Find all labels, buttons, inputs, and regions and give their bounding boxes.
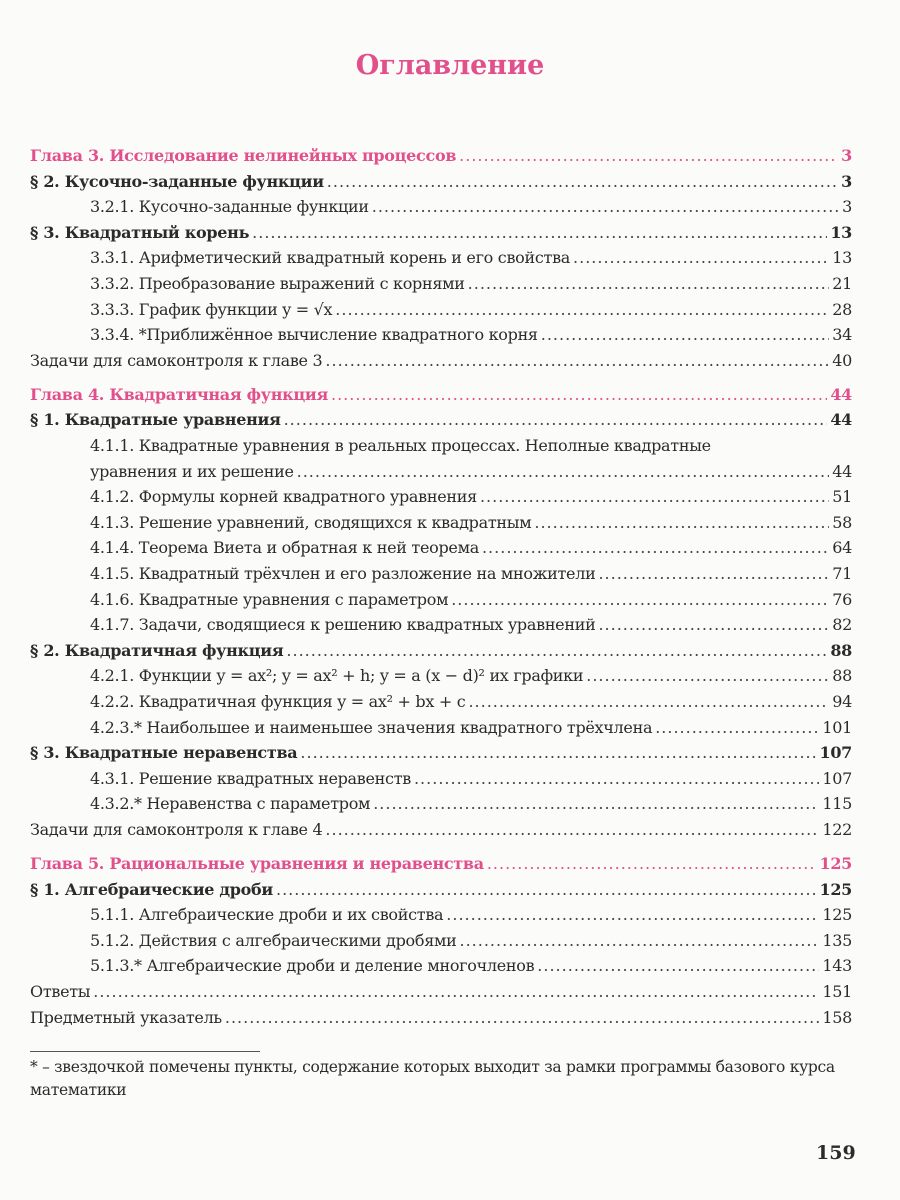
toc-entry-label: Задачи для самоконтроля к главе 4 [30,819,323,839]
toc-entry-sub[interactable] [30,248,852,274]
toc-entry-label: 4.2.2. Квадратичная функция y = ax² + bx + c [90,691,466,711]
toc-entry-sub[interactable] [30,300,852,326]
dot-leader [276,880,817,899]
toc-entry-label: Задачи для самоконтроля к главе 3 [30,350,323,370]
dot-leader [331,385,827,404]
dot-leader [480,487,829,506]
toc-entry-label: § 2. Кусочно-заданные функции [30,171,324,191]
toc-entry-page: 107 [822,768,852,788]
toc-entry-chapter[interactable] [30,146,852,172]
footnote-divider [30,1051,260,1052]
toc-entry-page: 3 [841,146,852,165]
toc-entry-plain[interactable] [30,982,852,1008]
toc-entry-label: § 3. Квадратный корень [30,222,250,242]
toc-entry-label: Ответы [30,982,91,1001]
toc-entry-page: 44 [830,384,852,404]
dot-leader [655,718,819,737]
toc-entry-sub[interactable] [30,538,852,564]
page-title: Оглавление [355,50,545,81]
dot-leader [459,146,838,165]
toc-entry-page: 51 [832,487,852,507]
toc-entry-page: 107 [819,743,852,763]
toc-entry-sub[interactable] [30,590,852,616]
toc-entry-label: 5.1.2. Действия с алгебраическими дробями [90,930,457,950]
toc-entry-chapter[interactable] [30,854,852,880]
toc-entry-sub[interactable] [30,487,852,513]
footnote: * – звездочкой помечены пункты, содержание которых выходит за рамки программы базового курса математики [30,1058,835,1099]
dot-leader [93,982,819,1001]
dot-leader [325,820,819,839]
toc-entry-label: 4.3.1. Решение квадратных неравенств [90,768,411,788]
toc-entry-label: Глава 4. Квадратичная функция [30,384,328,404]
toc-entry-sub[interactable] [30,905,852,931]
toc-entry-page: 151 [822,982,852,1001]
toc-entry-sub[interactable] [30,666,852,692]
dot-leader [327,172,838,191]
toc-entry-page: 88 [830,640,852,660]
toc-entry-sub[interactable] [30,956,852,982]
dot-leader [482,538,829,557]
toc-entry-sub[interactable] [30,564,852,590]
toc-entry-sub[interactable] [30,462,852,488]
toc-entry-page: 88 [832,666,852,686]
toc-entry-label: 4.1.4. Теорема Виета и обратная к ней теорема [90,538,479,558]
dot-leader [300,743,816,762]
dot-leader [414,769,819,788]
dot-leader [284,410,828,429]
toc-entry-page: 82 [832,615,852,635]
toc-entry-page: 125 [819,854,852,874]
toc-entry-page: 3 [842,197,852,217]
toc-entry-page: 125 [819,879,852,899]
toc-entry-page: 143 [822,956,852,976]
toc-entry-label: 4.1.1. Квадратные уравнения в реальных процессах. Неполные квадратные [90,436,711,456]
toc-entry-sub[interactable] [30,718,852,744]
toc-entry-sub[interactable] [30,436,852,462]
toc-entry-section[interactable] [30,641,852,667]
toc-entry-label: 4.2.3.* Наибольшее и наименьшее значения квадратного трёхчлена [90,717,653,737]
toc-entry-sub[interactable] [30,769,852,795]
dot-leader [286,641,827,660]
toc-entry-page: 64 [832,538,852,558]
toc-entry-page: 3 [841,171,852,191]
dot-leader [372,197,839,216]
dot-leader [468,692,829,711]
dot-leader [335,300,829,319]
toc-entry-page: 76 [832,589,852,609]
toc-entry-page: 13 [832,248,852,268]
toc-entry-label: 3.3.1. Арифметический квадратный корень и его свойства [90,248,571,268]
dot-leader [325,351,829,370]
dot-leader [451,590,829,609]
dot-leader [373,794,819,813]
toc-entry-label: 5.1.3.* Алгебраические дроби и деление многочленов [90,956,535,976]
toc-entry-section[interactable] [30,223,852,249]
dot-leader [541,325,830,344]
toc-entry-chapter[interactable] [30,385,852,411]
dot-leader [598,564,829,583]
toc-entry-section[interactable] [30,172,852,198]
dot-leader [446,905,819,924]
toc-entry-label: 3.3.2. Преобразование выражений с корнями [90,273,465,293]
toc-entry-label: 4.1.6. Квадратные уравнения с параметром [90,589,449,609]
toc-entry-label: 3.2.1. Кусочно-заданные функции [90,197,369,217]
toc-entry-label: 4.1.5. Квадратный трёхчлен и его разложение на множители [90,564,596,583]
dot-leader [487,854,817,873]
toc-entry-label: 5.1.1. Алгебраические дроби и их свойства [90,905,444,925]
toc-entry-label: Глава 5. Рациональные уравнения и неравенства [30,854,484,874]
toc-entry-sub[interactable] [30,274,852,300]
toc-entry-label: 3.3.4. *Приближённое вычисление квадратного корня [90,325,538,345]
toc-entry-sub[interactable] [30,513,852,539]
dot-leader [297,462,830,481]
dot-leader [573,248,829,267]
table-of-contents [30,146,852,1033]
toc-entry-label: Предметный указатель [30,1007,222,1027]
toc-entry-sub[interactable] [30,692,852,718]
toc-entry-section[interactable] [30,880,852,906]
toc-entry-label: § 3. Квадратные неравенства [30,743,298,763]
toc-entry-page: 115 [822,794,852,814]
dot-leader [598,615,829,634]
dot-leader [586,666,829,685]
toc-entry-page: 34 [832,325,852,345]
toc-entry-page: 101 [822,717,852,737]
toc-entry-sub[interactable] [30,325,852,351]
toc-entry-page: 94 [832,691,852,711]
toc-entry-section[interactable] [30,743,852,769]
toc-entry-sub[interactable] [30,615,852,641]
toc-entry-label: 4.2.1. Функции y = ax²; y = ax² + h; y = a (x − d)² их графики [90,666,584,686]
dot-leader [225,1008,820,1027]
dot-leader [534,513,829,532]
page-number: 159 [816,1142,856,1164]
toc-entry-page: 135 [822,930,852,950]
toc-entry-label: § 1. Алгебраические дроби [30,879,273,899]
toc-entry-label: уравнения и их решение [90,461,294,481]
toc-entry-page: 158 [822,1007,852,1027]
toc-entry-sub[interactable] [30,931,852,957]
toc-entry-label: 4.1.2. Формулы корней квадратного уравнения [90,487,477,507]
toc-entry-page: 21 [832,273,852,293]
dot-leader [468,274,830,293]
toc-entry-page: 125 [822,905,852,925]
toc-entry-page: 13 [830,222,852,242]
toc-entry-plain[interactable] [30,820,852,846]
toc-entry-sub[interactable] [30,794,852,820]
dot-leader [252,223,827,242]
toc-entry-sub[interactable] [30,197,852,223]
dot-leader [460,931,820,950]
toc-entry-label: 4.1.3. Решение уравнений, сводящихся к квадратным [90,512,532,532]
toc-entry-page: 71 [832,564,852,583]
toc-entry-label: § 2. Квадратичная функция [30,640,284,660]
toc-entry-label: 4.3.2.* Неравенства с параметром [90,794,371,814]
dot-leader [537,956,819,975]
toc-entry-label: § 1. Квадратные уравнения [30,410,281,430]
toc-entry-page: 28 [832,299,852,319]
toc-entry-page: 122 [822,819,852,839]
toc-entry-plain[interactable] [30,351,852,377]
toc-entry-plain[interactable] [30,1008,852,1034]
toc-entry-label: 4.1.7. Задачи, сводящиеся к решению квадратных уравнений [90,615,596,635]
toc-entry-page: 44 [830,410,852,430]
toc-entry-page: 58 [832,512,852,532]
toc-entry-label: 3.3.3. График функции y = √x [90,299,333,319]
toc-entry-section[interactable] [30,410,852,436]
toc-entry-page: 44 [832,461,852,481]
toc-entry-label: Глава 3. Исследование нелинейных процессов [30,146,457,165]
toc-entry-page: 40 [832,350,852,370]
